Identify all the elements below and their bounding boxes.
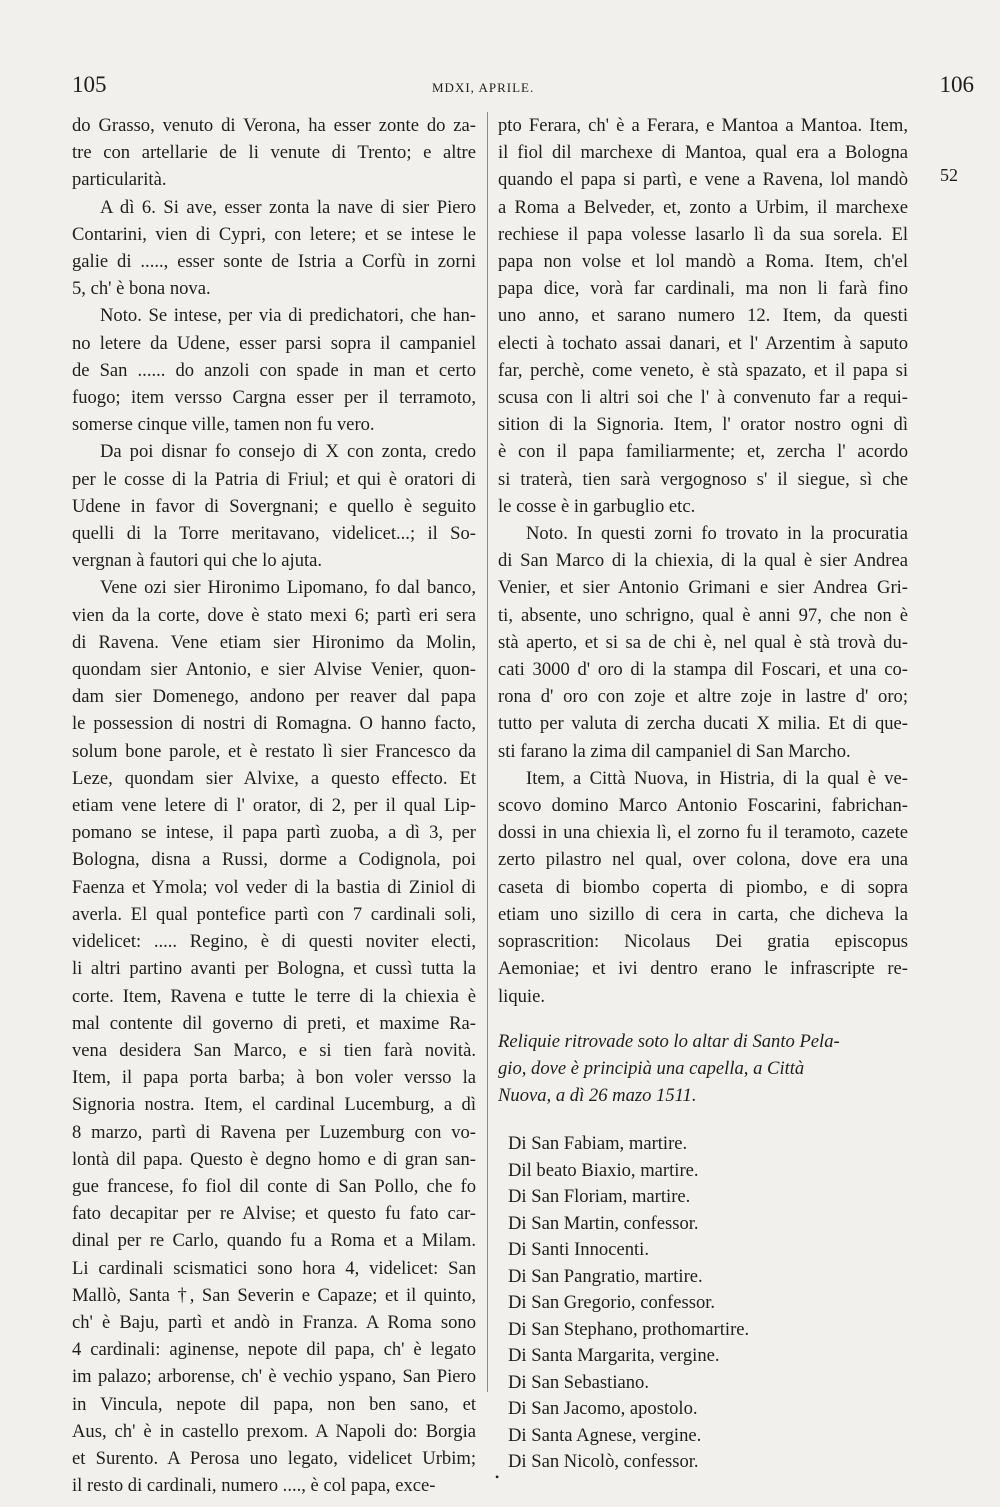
paragraph xyxy=(72,112,476,194)
text-line: li altri partino avanti per Bologna, et cussì tutta la xyxy=(72,958,476,980)
text-line: Aemoniae; et ivi dentro erano le infrascripte re- xyxy=(498,958,908,980)
text-line: di Ravena. Vene etiam sier Hironimo da Molin, xyxy=(72,631,476,653)
text-line: corte. Item, Ravena e tutte le terre di la chiexia è xyxy=(72,985,476,1007)
text-line: zerto pilastro nel qual, over colona, dove era una xyxy=(498,849,908,871)
text-line: fuogo; item versso Cargna esser per il terramoto, xyxy=(72,387,476,409)
text-line: Item, il papa porta barba; à bon voler versso la xyxy=(72,1067,476,1089)
text-line: Signoria nostra. Item, el cardinal Lucemburg, a dì xyxy=(72,1094,476,1116)
text-line: vergnan à fautori qui che lo ajuta. xyxy=(72,550,323,572)
text-line: è con il papa familiarmente; et, zercha l' acordo xyxy=(498,441,908,463)
text-line: Noto. Se intese, per via di predichatori, che han- xyxy=(100,305,476,327)
text-line: scusa con li altri soi che l' à convenuto far a requi- xyxy=(498,387,908,409)
text-line: Li cardinali scismatici sono hora 4, videlicet: San xyxy=(72,1257,476,1279)
column-divider xyxy=(487,112,488,1392)
text-line: mal contente dil governo di preti, et maxime Ra- xyxy=(72,1012,476,1034)
text-line: im palazo; arborense, ch' è vechio yspano, San Piero xyxy=(72,1366,476,1388)
relic-item: Di Santi Innocenti. xyxy=(508,1239,649,1261)
text-line: caseta di biombo coperta di piombo, e di sopra xyxy=(498,876,908,898)
relic-item: Di San Fabiam, martire. xyxy=(508,1133,688,1155)
text-line: rechiese il papa volesse lasarlo lì da sua sorela. El xyxy=(498,223,908,245)
relic-item: Di San Sebastiano. xyxy=(508,1371,649,1393)
text-line: no letere da Udene, esser parsi sopra il campaniel xyxy=(72,332,476,354)
paragraph xyxy=(72,574,476,1499)
text-line: le possession di nostri di Romagna. O hanno facto, xyxy=(72,713,476,735)
relic-item: Di San Jacomo, apostolo. xyxy=(508,1398,698,1420)
text-line: liquie. xyxy=(498,985,545,1007)
text-line: sition di la Signoria. Item, l' orator nostro ogni dì xyxy=(498,414,908,436)
page-number-right: 106 xyxy=(939,72,974,97)
text-line: si traterà, tien sarà vergognoso s' il siegue, sì che xyxy=(498,468,908,490)
text-line: vien da la corte, dove è stato mexi 6; partì eri sera xyxy=(72,604,476,626)
relic-item: Di San Floriam, martire. xyxy=(508,1186,691,1208)
heading-line: Reliquie ritrovade soto lo altar di Santo Pela- xyxy=(498,1030,840,1052)
text-line: tre con artellarie de li venute di Trento; e altre xyxy=(72,142,476,164)
text-line: papa dice, vorà far cardinali, ma non li farà fino xyxy=(498,278,908,300)
margin-column-number: 52 xyxy=(940,165,958,185)
text-line: il fiol dil marchexe di Mantoa, qual era a Bologna xyxy=(498,142,908,164)
paragraph xyxy=(498,765,908,1010)
text-line: dossi in una chiexia lì, el zorno fu il teramoto, cazete xyxy=(498,822,908,844)
paragraph xyxy=(72,438,476,574)
text-line: particularità. xyxy=(72,169,167,191)
text-line: tutto per valuta di zercha ducati X milia. Et di que- xyxy=(498,713,908,735)
relic-item: Di San Pangratio, martire. xyxy=(508,1265,703,1287)
text-line: 4 cardinali: aginense, nepote dil papa, ch' è legato xyxy=(72,1339,476,1361)
text-line: Venier, et sier Antonio Grimani e sier Andrea Gri- xyxy=(498,577,908,599)
text-line: galie di ....., esser sonte de Istria a Corfù in zorni xyxy=(72,251,476,273)
text-line: Item, a Città Nuova, in Histria, di la qual è ve- xyxy=(526,767,908,789)
relics-heading xyxy=(498,1028,908,1110)
text-line: far, perchè, come veneto, è stà spazato, et il papa si xyxy=(498,359,908,381)
relic-item: Dil beato Biaxio, martire. xyxy=(508,1159,699,1181)
page-header xyxy=(72,72,982,102)
right-column-paragraphs xyxy=(498,112,908,1010)
text-line: Leze, quondam sier Alvixe, a questo effecto. Et xyxy=(72,767,476,789)
left-column xyxy=(72,112,476,1499)
relic-item: Di San Martin, confessor. xyxy=(508,1212,699,1234)
text-line: sti farano la zima dil campaniel di San Marcho. xyxy=(498,740,851,762)
text-line: 5, ch' è bona nova. xyxy=(72,278,211,300)
text-line: fato decapitar per re Alvise; et questo fu fato car- xyxy=(72,1203,476,1225)
text-line: ti, absente, uno schrigno, qual è anni 97, che non è xyxy=(498,604,908,626)
running-title: MDXI, APRILE. xyxy=(432,80,535,95)
text-line: electi à tochato assai danari, et l' Arzentim à saputo xyxy=(498,332,908,354)
text-line: etiam uno sizillo di cera in carta, che dicheva la xyxy=(498,903,908,925)
text-line: Faenza et Ymola; vol veder di la bastia di Ziniol di xyxy=(72,876,476,898)
text-line: in Vincula, nepote dil papa, non ben sano, et xyxy=(72,1393,476,1415)
heading-line: gio, dove è principià una capella, a Città xyxy=(498,1057,805,1079)
text-line: stà aperto, et si sa de chi è, nel qual è stà trovà du- xyxy=(498,631,908,653)
text-line: 8 marzo, partì di Ravena per Luzemburg con vo- xyxy=(72,1121,476,1143)
text-line: de San ...... do anzoli con spade in man et certo xyxy=(72,359,476,381)
text-line: papa non volse et lol mandò a Roma. Item, ch'el xyxy=(498,251,908,273)
text-line: quelli di la Torre meritavano, videlicet...; il So- xyxy=(72,523,476,545)
paragraph xyxy=(498,112,908,520)
text-line: Aus, ch' è in castello prexom. A Napoli do: Borgia xyxy=(72,1420,476,1442)
text-line: Vene ozi sier Hironimo Lipomano, fo dal banco, xyxy=(100,577,476,599)
paragraph xyxy=(72,302,476,438)
text-line: Contarini, vien di Cypri, con letere; et se intese le xyxy=(72,223,476,245)
text-line: uno anno, et sarano numero 12. Item, da questi xyxy=(498,305,908,327)
page-number-left: 105 xyxy=(72,72,107,97)
heading-line: Nuova, a dì 26 mazo 1511. xyxy=(498,1085,697,1107)
text-line: videlicet: ..... Regino, è di questi noviter electi, xyxy=(72,931,476,953)
text-line: rona d' oro con zoje et altre zoje in lastre d' oro; xyxy=(498,686,908,708)
paragraph xyxy=(498,520,908,765)
text-line: di San Marco di la chiexia, di la qual è sier Andrea xyxy=(498,550,908,572)
text-line: lontà dil papa. Questo è degno homo e di gran san- xyxy=(72,1148,476,1170)
text-line: per le cosse di la Patria di Friul; et qui è oratori di xyxy=(72,468,476,490)
text-line: le cosse è in garbuglio etc. xyxy=(498,495,696,517)
text-line: Noto. In questi zorni fo trovato in la procuratia xyxy=(526,523,908,545)
text-line: Da poi disnar fo consejo di X con zonta, credo xyxy=(100,441,476,463)
text-line: pto Ferara, ch' è a Ferara, e Mantoa a Mantoa. Item, xyxy=(498,115,908,136)
relic-item: Di San Stephano, prothomartire. xyxy=(508,1318,750,1340)
text-line: Mallò, Santa †, San Severin e Capaze; et il quinto, xyxy=(72,1284,476,1306)
text-line: solum bone parole, et è restato lì sier Francesco da xyxy=(72,740,476,762)
relic-item: Di Santa Agnese, vergine. xyxy=(508,1424,702,1446)
text-line: dinal per re Carlo, quando fu a Roma et a Milam. xyxy=(72,1230,476,1252)
text-line: dam sier Domenego, andono per reaver dal papa xyxy=(72,686,476,708)
text-line: et Surento. A Perosa uno legato, videlicet Urbim; xyxy=(72,1447,476,1469)
text-line: vena desidera San Marco, e si tien farà novità. xyxy=(72,1039,476,1061)
text-line: Bologna, disna a Russi, dorme a Codignola, poi xyxy=(72,849,476,871)
relics-list xyxy=(498,1131,908,1476)
text-line: somerse cinque ville, tamen non fu vero. xyxy=(72,414,375,436)
text-line: cati 3000 d' oro di la stampa dil Foscari, et una co- xyxy=(498,659,908,681)
footer-bullet: • xyxy=(495,1470,500,1484)
text-line: quando el papa si partì, e vene a Ravena, lol mandò xyxy=(498,169,908,191)
text-line: Udene in favor di Sovergnani; e quello è seguito xyxy=(72,495,476,517)
right-column xyxy=(498,112,908,1476)
text-line: a Roma a Belveder, et, zonto a Urbim, il marchexe xyxy=(498,196,908,218)
relic-item: Di San Gregorio, confessor. xyxy=(508,1292,716,1314)
text-line: gue francese, fo fiol dil conte di San Pollo, che fo xyxy=(72,1175,476,1197)
text-line: averla. El qual pontefice partì con 7 cardinali soli, xyxy=(72,903,476,925)
text-line: A dì 6. Si ave, esser zonta la nave di sier Piero xyxy=(100,196,476,218)
text-line: soprascrition: Nicolaus Dei gratia episcopus xyxy=(498,931,908,953)
text-line: pomano se intese, il papa partì zuoba, a dì 3, per xyxy=(72,822,476,844)
relic-item: Di Santa Margarita, vergine. xyxy=(508,1345,720,1367)
paragraph xyxy=(72,194,476,303)
text-line: etiam vene letere di l' orator, di 2, per il qual Lip- xyxy=(72,795,476,817)
text-line: ch' è Baju, partì et andò in Franza. A Roma sono xyxy=(72,1311,476,1333)
text-line: quondam sier Antonio, e sier Alvise Venier, quon- xyxy=(72,659,476,681)
text-line: scovo domino Marco Antonio Foscarini, fabrichan- xyxy=(498,795,908,817)
relic-item: Di San Nicolò, confessor. xyxy=(508,1451,699,1473)
text-line: il resto di cardinali, numero ...., è col papa, exce- xyxy=(72,1475,436,1497)
text-line: do Grasso, venuto di Verona, ha esser zonte do za- xyxy=(72,115,476,136)
